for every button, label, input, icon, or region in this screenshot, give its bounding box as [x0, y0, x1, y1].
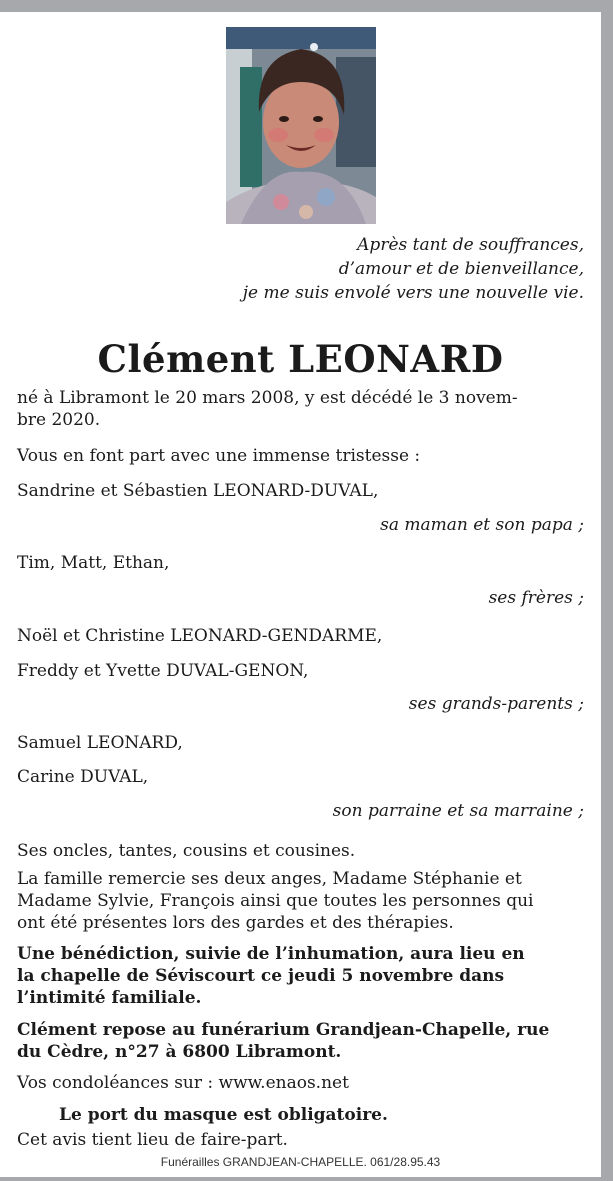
godparents-names: Samuel LEONARD, [17, 733, 183, 753]
quote-line: je me suis envolé vers une nouvelle vie. [242, 283, 584, 303]
obituary-card [0, 12, 601, 1177]
thanks-text: Madame Sylvie, François ainsi que toutes les personnes qui [17, 891, 534, 911]
funerarium-text: Clément repose au funérarium Grandjean-Chapelle, rue [17, 1020, 550, 1040]
notice-text: Cet avis tient lieu de faire-part. [17, 1130, 288, 1150]
brothers-role: ses frères ; [488, 588, 584, 608]
parents-role: sa maman et son papa ; [380, 515, 584, 535]
thanks-text: ont été présentes lors des gardes et des thérapies. [17, 913, 454, 933]
condolences-text: Vos condoléances sur : www.enaos.net [17, 1073, 349, 1093]
grandparents-role: ses grands-parents ; [408, 694, 584, 714]
parents-names: Sandrine et Sébastien LEONARD-DUVAL, [17, 481, 379, 501]
portrait-photo [226, 27, 376, 224]
epitaph-quote [243, 233, 584, 305]
deceased-name: Clément LEONARD [97, 337, 504, 381]
mask-notice: Le port du masque est obligatoire. [59, 1105, 388, 1125]
brothers-names: Tim, Matt, Ethan, [17, 553, 170, 573]
birth-line: bre 2020. [17, 410, 101, 430]
grandparents-names: Freddy et Yvette DUVAL-GENON, [17, 661, 309, 681]
funeral-home-footer: Funérailles GRANDJEAN-CHAPELLE. 061/28.95.43 [160, 1155, 441, 1169]
thanks-text: La famille remercie ses deux anges, Madame Stéphanie et [17, 869, 522, 889]
funerarium-text: du Cèdre, n°27 à 6800 Libramont. [17, 1042, 342, 1062]
godparents-names: Carine DUVAL, [17, 767, 149, 787]
birth-line: né à Libramont le 20 mars 2008, y est décédé le 3 novem- [17, 388, 518, 408]
family-text: Ses oncles, tantes, cousins et cousines. [17, 841, 356, 861]
godparents-role: son parraine et sa marraine ; [332, 801, 584, 821]
quote-line: d’amour et de bienveillance, [338, 259, 584, 279]
intro-text: Vous en font part avec une immense tristesse : [17, 446, 421, 466]
ceremony-text: la chapelle de Séviscourt ce jeudi 5 novembre dans [17, 966, 505, 986]
ceremony-text: Une bénédiction, suivie de l’inhumation, aura lieu en [17, 944, 525, 964]
quote-line: Après tant de souffrances, [357, 235, 584, 255]
ceremony-text: l’intimité familiale. [17, 988, 202, 1008]
grandparents-names: Noël et Christine LEONARD-GENDARME, [17, 626, 383, 646]
